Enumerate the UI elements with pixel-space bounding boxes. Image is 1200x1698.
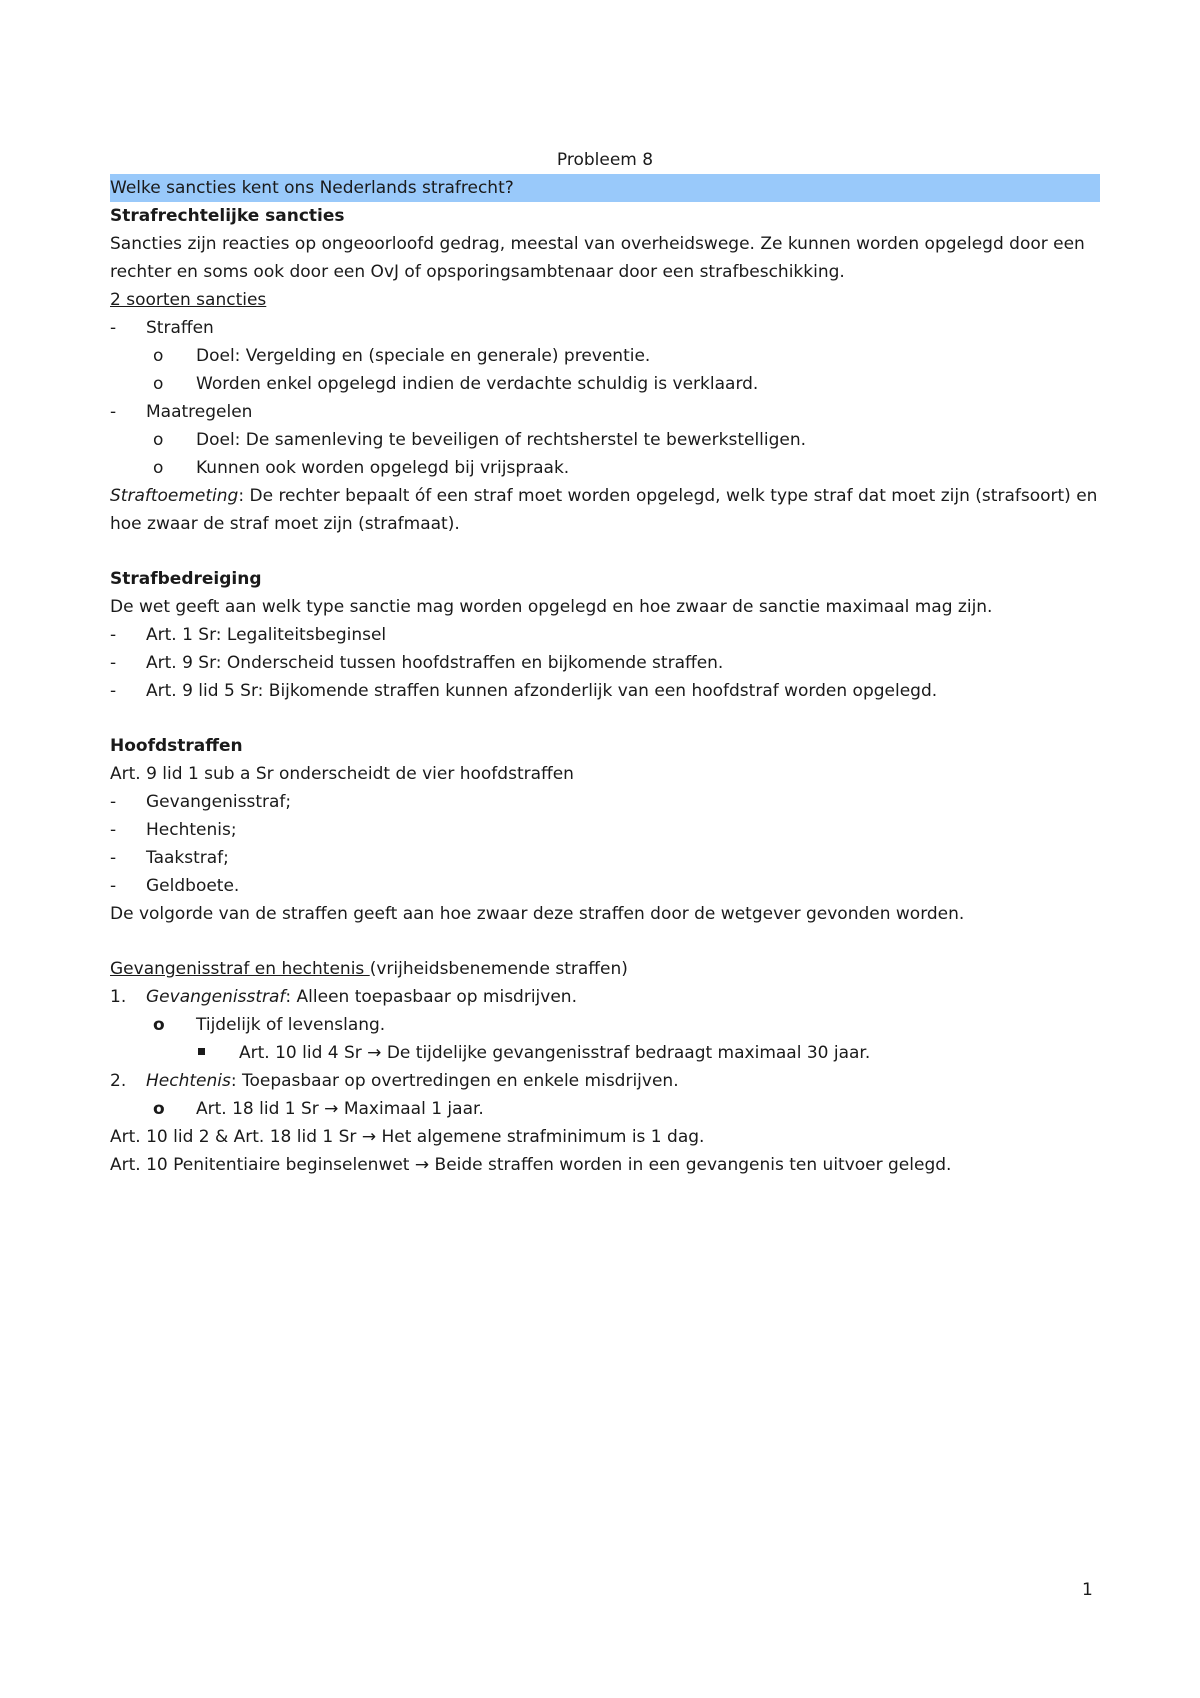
number-marker: 1. [110,987,127,1007]
term-straftoemeting: Straftoemeting [110,486,239,506]
list-item-text: Straffen [146,318,214,338]
paragraph-hoofdstraffen: Art. 9 lid 1 sub a Sr onderscheidt de vier hoofdstraffen [110,764,574,784]
term-hechtenis: Hechtenis [146,1071,231,1091]
list-item-text: Gevangenisstraf; [146,792,292,812]
sub-sub-list-item-text: Art. 10 lid 4 Sr → De tijdelijke gevangenisstraf bedraagt maximaal 30 jaar. [239,1043,871,1063]
list-item [110,788,1100,816]
paragraph-volgorde: De volgorde van de straffen geeft aan hoe zwaar deze straffen door de wetgever gevonden worden. [110,904,965,924]
document-body [110,146,1100,1179]
sub-list-item-text: Kunnen ook worden opgelegd bij vrijspraak. [196,458,570,478]
sub-sub-list-item [110,1039,1100,1067]
page-title: Probleem 8 [556,150,654,170]
sub-list-item-text: Doel: De samenleving te beveiligen of rechtsherstel te bewerkstelligen. [196,430,807,450]
dash-bullet: - [110,820,117,840]
list-item [110,677,1100,705]
sub-list-item [110,370,1100,398]
dash-bullet: - [110,876,117,896]
hechtenis-text: : Toepasbaar op overtredingen en enkele misdrijven. [230,1071,679,1091]
list-item [110,621,1100,649]
numbered-item [110,983,1100,1011]
sub-list-item [110,342,1100,370]
gevangenisstraf-text: : Alleen toepasbaar op misdrijven. [285,987,577,1007]
square-bullet-icon [196,1039,239,1067]
circle-bullet: o [153,374,164,394]
list-item-text: Maatregelen [146,402,253,422]
numbered-item-text [146,1067,679,1095]
sub-list-item-text: Art. 18 lid 1 Sr → Maximaal 1 jaar. [196,1099,484,1119]
list-item-text: Geldboete. [146,876,240,896]
list-item-text: Art. 9 Sr: Onderscheid tussen hoofdstraffen en bijkomende straffen. [146,653,724,673]
list-item [110,816,1100,844]
circle-bullet: o [153,430,164,450]
dash-bullet: - [110,653,117,673]
circle-bullet: o [153,1015,165,1035]
numbered-item [110,1067,1100,1095]
section-heading-vrijheidsbenemend [110,955,1100,983]
spacer [110,705,1100,732]
dash-bullet: - [110,848,117,868]
list-item [110,398,1100,426]
spacer [110,928,1100,955]
sub-list-item [110,1095,1100,1123]
circle-bullet: o [153,458,164,478]
paragraph-penitentiaire: Art. 10 Penitentiaire beginselenwet → Beide straffen worden in een gevangenis ten uitvoer gelegd. [110,1155,952,1175]
paragraph-strafbedreiging: De wet geeft aan welk type sanctie mag worden opgelegd en hoe zwaar de sanctie maximaal mag zijn. [110,597,993,617]
dash-bullet: - [110,402,117,422]
sub-list-item-text: Worden enkel opgelegd indien de verdachte schuldig is verklaard. [196,374,759,394]
number-marker: 2. [110,1071,127,1091]
list-item-text: Hechtenis; [146,820,237,840]
sub-list-item [110,454,1100,482]
list-item [110,844,1100,872]
sub-list-item-text: Doel: Vergelding en (speciale en generale) preventie. [196,346,651,366]
list-item [110,649,1100,677]
dash-bullet: - [110,318,117,338]
straftoemeting-text: : De rechter bepaalt óf een straf moet worden opgelegd, welk type straf dat moet zijn (strafsoort) en hoe zwaar de straf moet zijn (strafmaat). [110,486,1098,534]
dash-bullet: - [110,625,117,645]
paragraph-intro: Sancties zijn reacties op ongeoorloofd gedrag, meestal van overheidswege. Ze kunnen worden opgelegd door een rechter en soms ook door een OvJ of opsporingsambtenaar door een strafbeschikking. [110,234,1085,282]
section-heading-sancties: Strafrechtelijke sancties [110,206,345,226]
circle-bullet: o [153,346,164,366]
spacer [110,538,1100,565]
question-highlight: Welke sancties kent ons Nederlands strafrecht? [110,174,1100,202]
list-item [110,314,1100,342]
circle-bullet: o [153,1099,165,1119]
heading-underlined: Gevangenisstraf en hechtenis [110,959,370,979]
sub-list-item [110,426,1100,454]
list-item [110,872,1100,900]
term-gevangenisstraf: Gevangenisstraf [146,987,286,1007]
page-number: 1 [1082,1580,1093,1600]
paragraph-strafminimum: Art. 10 lid 2 & Art. 18 lid 1 Sr → Het algemene strafminimum is 1 dag. [110,1127,705,1147]
section-heading-hoofdstraffen: Hoofdstraffen [110,736,243,756]
list-item-text: Art. 9 lid 5 Sr: Bijkomende straffen kunnen afzonderlijk van een hoofdstraf worden opgelegd. [146,681,938,701]
paragraph-straftoemeting [110,482,1100,538]
subheading-soorten: 2 soorten sancties [110,290,267,310]
dash-bullet: - [110,681,117,701]
heading-rest: (vrijheidsbenemende straffen) [369,959,628,979]
sub-list-item-text: Tijdelijk of levenslang. [196,1015,386,1035]
list-item-text: Taakstraf; [146,848,229,868]
dash-bullet: - [110,792,117,812]
section-heading-strafbedreiging: Strafbedreiging [110,569,262,589]
list-item-text: Art. 1 Sr: Legaliteitsbeginsel [146,625,387,645]
sub-list-item [110,1011,1100,1039]
numbered-item-text [146,983,577,1011]
